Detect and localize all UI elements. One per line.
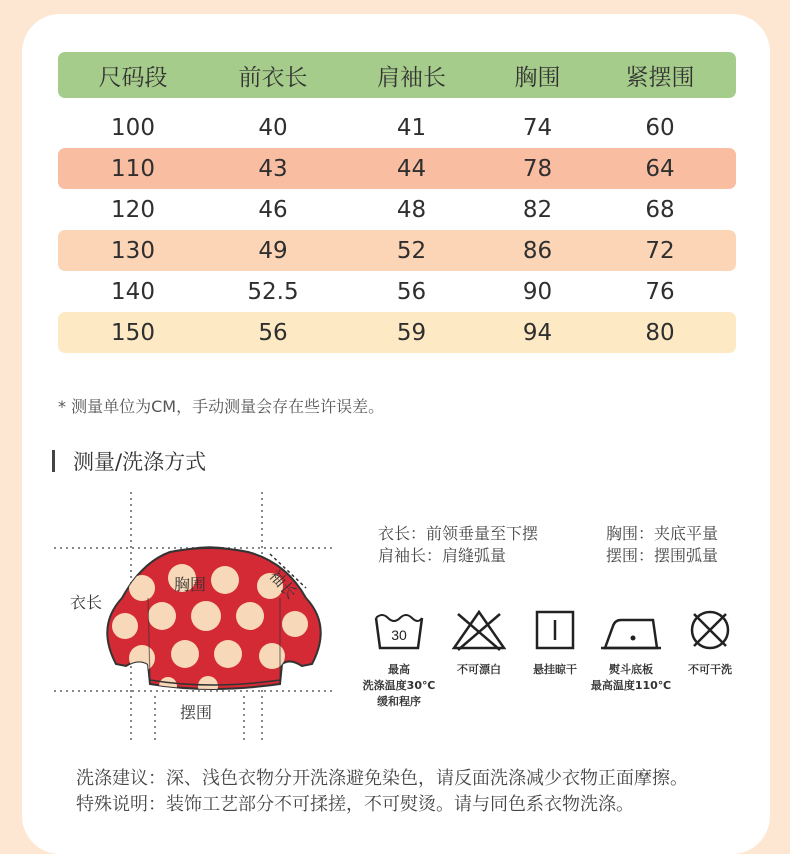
care-bleach [446, 608, 512, 678]
table-cell: 94 [522, 319, 553, 346]
care-advice [76, 766, 688, 818]
table-cell: 59 [396, 319, 427, 346]
table-cell: 120 [111, 196, 155, 223]
table-row [58, 107, 736, 148]
table-cell: 140 [111, 278, 155, 305]
table-cell: 72 [645, 237, 675, 264]
no-dry-clean-icon [686, 608, 734, 652]
table-cell: 80 [645, 319, 675, 346]
table-cell: 74 [522, 114, 553, 141]
table-cell: 46 [258, 196, 288, 223]
table-cell: 56 [258, 319, 288, 346]
legend-line: 胸围：夹底平量 [606, 524, 719, 543]
table-cell: 86 [522, 237, 553, 264]
table-cell: 90 [522, 278, 553, 305]
table-cell: 52.5 [247, 278, 299, 305]
care-dryclean [678, 608, 742, 678]
label-chest: 胸围 [174, 575, 207, 594]
table-cell: 49 [258, 237, 288, 264]
label-length: 衣长 [70, 593, 103, 612]
legend-right [606, 523, 718, 567]
table-cell: 130 [111, 237, 155, 264]
table-cell: 64 [645, 155, 675, 182]
table-cell: 150 [111, 319, 155, 346]
care-label: 最高 洗涤温度30℃ 缓和程序 [362, 663, 436, 708]
wash-temp-number: 30 [391, 627, 407, 643]
size-table [58, 52, 736, 353]
table-cell: 48 [396, 196, 427, 223]
legend-line: 摆围：摆围弧量 [606, 546, 719, 565]
header-cell: 尺码段 [98, 64, 168, 91]
table-cell: 43 [258, 155, 288, 182]
table-cell: 76 [645, 278, 675, 305]
table-cell: 78 [522, 155, 553, 182]
special-note: 特殊说明：装饰工艺部分不可揉搓，不可熨烫。请与同色系衣物洗涤。 [76, 794, 634, 815]
legend-left [378, 523, 538, 567]
table-row [58, 312, 736, 353]
measurement-diagram [50, 488, 340, 746]
care-label: 不可漂白 [457, 663, 501, 676]
header-cell: 前衣长 [238, 64, 308, 91]
table-cell: 40 [258, 114, 288, 141]
table-cell: 56 [396, 278, 427, 305]
table-cell: 44 [396, 155, 427, 182]
legend-line: 衣长：前领垂量至下摆 [378, 524, 539, 543]
no-bleach-icon [450, 608, 508, 652]
table-row [58, 189, 736, 230]
header-cell: 紧摆围 [625, 64, 695, 91]
label-hem: 摆围 [180, 703, 213, 722]
table-cell: 100 [111, 114, 155, 141]
table-cell: 52 [396, 237, 427, 264]
table-cell: 68 [645, 196, 675, 223]
care-label: 不可干洗 [688, 663, 732, 676]
table-cell: 60 [645, 114, 675, 141]
section-title [52, 446, 206, 476]
care-label: 悬挂晾干 [533, 663, 577, 676]
care-wash [356, 608, 442, 710]
care-label: 熨斗底板 最高温度110℃ [590, 663, 672, 692]
legend-line: 肩袖长：肩缝弧量 [378, 546, 507, 565]
table-row [58, 271, 736, 312]
wash-advice: 洗涤建议：深、浅色衣物分开洗涤避免染色，请反面洗涤减少衣物正面摩擦。 [76, 768, 688, 789]
measurement-note: * 测量单位为CM，手动测量会存在些许误差。 [58, 397, 385, 416]
table-cell: 110 [111, 155, 155, 182]
table-row [58, 148, 736, 189]
hang-dry-icon [533, 608, 577, 652]
label-sleeve: 袖长 [265, 565, 302, 603]
table-header [58, 52, 736, 98]
iron-icon [599, 608, 663, 652]
care-hang [524, 608, 586, 678]
table-cell: 41 [396, 114, 427, 141]
table-cell: 82 [522, 196, 553, 223]
wash-30-icon [372, 608, 426, 652]
header-cell: 胸围 [514, 64, 561, 91]
header-cell: 肩袖长 [377, 64, 446, 91]
table-row [58, 230, 736, 271]
section-bar [52, 450, 55, 472]
section-title-text: 测量/洗涤方式 [73, 450, 207, 474]
care-iron [590, 608, 672, 694]
